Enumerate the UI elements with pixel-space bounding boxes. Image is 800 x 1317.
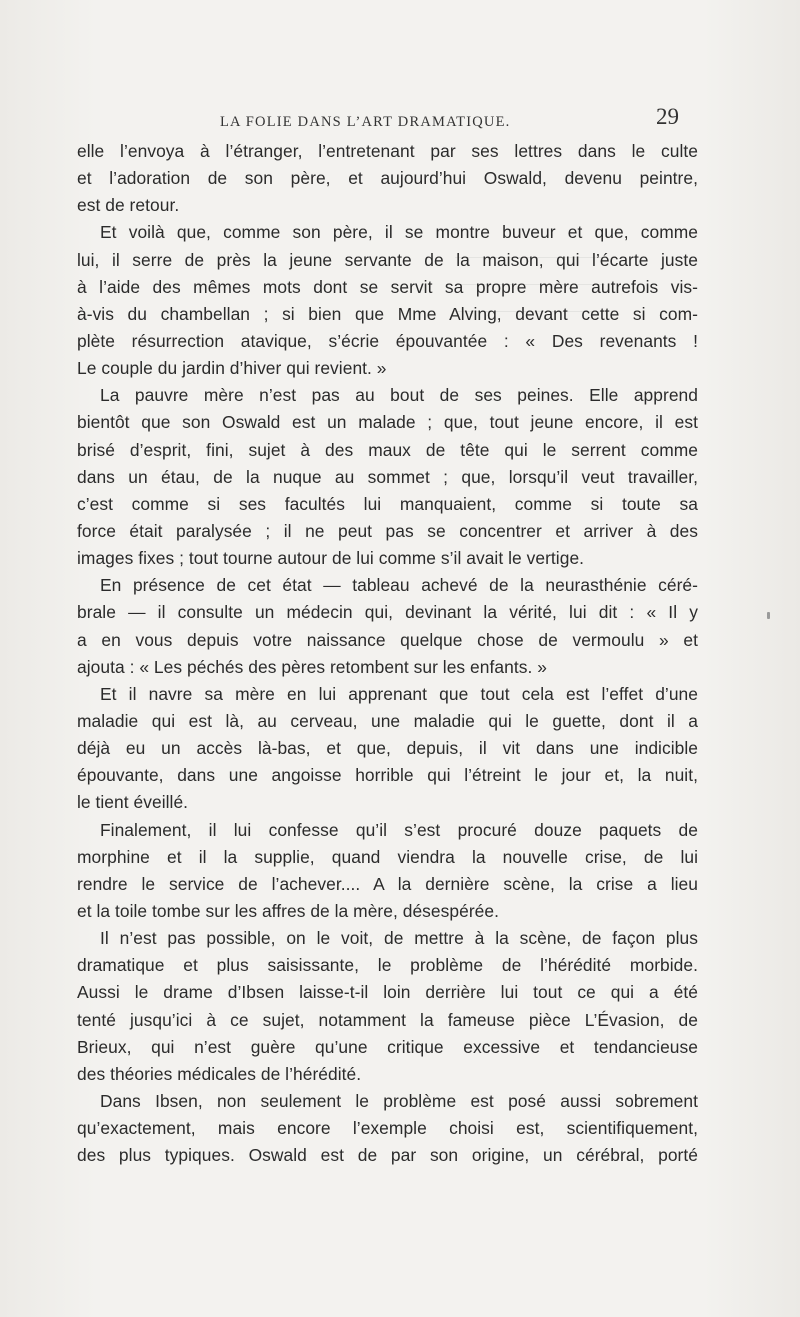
- text-line: Brieux, qui n’est guère qu’une critique excessive et tendancieuse: [77, 1036, 698, 1057]
- body-text: [77, 138, 698, 1169]
- text-line: c’est comme si ses facultés lui manquaient, comme si toute sa: [77, 493, 698, 514]
- text-line: le tient éveillé.: [77, 792, 189, 813]
- text-line: ajouta : « Les péchés des pères retombent sur les enfants. »: [77, 656, 547, 677]
- text-line: La pauvre mère n’est pas au bout de ses peines. Elle apprend: [100, 385, 698, 406]
- text-line: force était paralysée ; il ne peut pas se concentrer et arriver à des: [77, 520, 698, 541]
- text-line: Aussi le drame d’Ibsen laisse-t-il loin derrière lui tout ce qui a été: [77, 982, 698, 1003]
- text-line: rendre le service de l’achever.... A la dernière scène, la crise a lieu: [77, 873, 698, 894]
- text-line: brisé d’esprit, fini, sujet à des maux de tête qui le serrent comme: [77, 439, 698, 460]
- text-line: et l’adoration de son père, et aujourd’hui Oswald, devenu peintre,: [77, 168, 698, 189]
- text-line: morphine et il la supplie, quand viendra la nouvelle crise, de lui: [77, 846, 698, 867]
- text-line: dramatique et plus saisissante, le problème de l’hérédité morbide.: [77, 955, 698, 976]
- page-number: 29: [656, 104, 679, 129]
- text-line: a en vous depuis votre naissance quelque chose de vermoulu » et: [77, 629, 698, 650]
- running-title: LA FOLIE DANS L’ART DRAMATIQUE.: [220, 114, 511, 130]
- text-line: tenté jusqu’ici à ce sujet, notamment la fameuse pièce L’Évasion, de: [77, 1009, 698, 1030]
- text-line: lui, il serre de près la jeune servante de la maison, qui l’écarte juste: [77, 249, 698, 270]
- text-line: déjà eu un accès là-bas, et que, depuis, il vit dans une indicible: [77, 738, 698, 759]
- text-line: elle l’envoya à l’étranger, l’entretenant par ses lettres dans le culte: [77, 141, 698, 161]
- text-line: et la toile tombe sur les affres de la mère, désespérée.: [77, 900, 500, 921]
- text-line: Finalement, il lui confesse qu’il s’est procuré douze paquets de: [100, 819, 698, 840]
- text-line: En présence de cet état — tableau achevé de la neurasthénie céré-: [100, 575, 698, 596]
- text-line: à l’aide des mêmes mots dont se servit sa propre mère autrefois vis-: [77, 276, 698, 297]
- text-line: maladie qui est là, au cerveau, une maladie qui le guette, dont il a: [77, 710, 698, 731]
- text-line: épouvante, dans une angoisse horrible qui l’étreint le jour et, la nuit,: [77, 765, 698, 786]
- text-line: est de retour.: [77, 195, 180, 216]
- text-line: plète résurrection atavique, s’écrie épouvantée : « Des revenants !: [77, 330, 698, 351]
- text-line: images fixes ; tout tourne autour de lui comme s’il avait le vertige.: [77, 548, 585, 569]
- text-line: des théories médicales de l’hérédité.: [77, 1063, 362, 1084]
- text-line: à-vis du chambellan ; si bien que Mme Alving, devant cette si com-: [77, 303, 698, 324]
- text-line: des plus typiques. Oswald est de par son origine, un cérébral, porté: [77, 1145, 698, 1166]
- text-line: Il n’est pas possible, on le voit, de mettre à la scène, de façon plus: [100, 928, 698, 949]
- text-line: Le couple du jardin d’hiver qui revient. »: [77, 358, 387, 379]
- text-line: bientôt que son Oswald est un malade ; que, tout jeune encore, il est: [77, 412, 698, 433]
- text-line: Dans Ibsen, non seulement le problème est posé aussi sobrement: [100, 1090, 698, 1111]
- text-line: qu’exactement, mais encore l’exemple choisi est, scientifiquement,: [77, 1118, 698, 1139]
- text-line: dans un étau, de la nuque au sommet ; que, lorsqu’il veut travailler,: [77, 466, 698, 487]
- text-line: Et voilà que, comme son père, il se montre buveur et que, comme: [100, 222, 698, 243]
- stray-ink-mark: [767, 612, 770, 619]
- text-line: Et il navre sa mère en lui apprenant que tout cela est l’effet d’une: [100, 683, 698, 704]
- text-line: brale — il consulte un médecin qui, devinant la vérité, lui dit : « Il y: [77, 602, 698, 623]
